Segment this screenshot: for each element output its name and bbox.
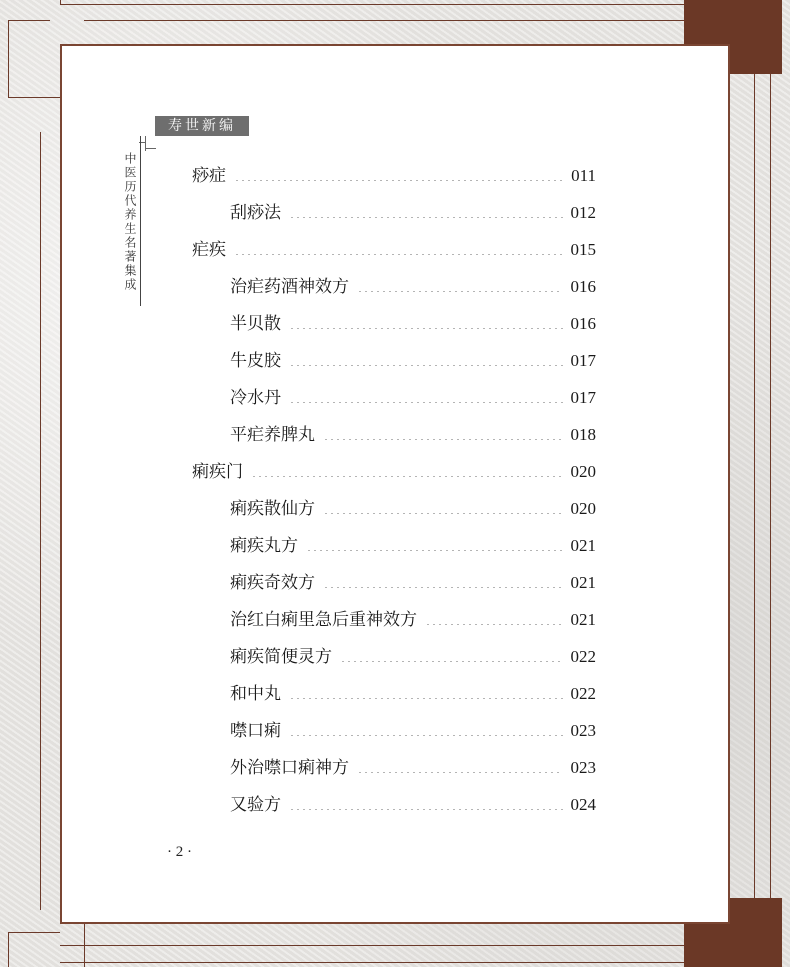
toc-entry-page: 021 bbox=[570, 536, 596, 555]
toc-entry-page: 022 bbox=[570, 647, 596, 666]
toc-leader-dots bbox=[289, 809, 563, 810]
toc-entry-page: 024 bbox=[570, 795, 596, 814]
toc-leader-dots bbox=[357, 772, 563, 773]
toc-leader-dots bbox=[289, 402, 563, 403]
toc-entry[interactable] bbox=[192, 790, 596, 827]
toc-entry[interactable] bbox=[192, 494, 596, 531]
toc-leader-dots bbox=[289, 735, 563, 736]
toc-entry[interactable] bbox=[192, 642, 596, 679]
series-title-ornament bbox=[145, 136, 156, 149]
toc-entry[interactable] bbox=[192, 272, 596, 309]
toc-leader-dots bbox=[340, 661, 563, 662]
toc-entry[interactable] bbox=[192, 716, 596, 753]
frame-line-top2 bbox=[84, 20, 684, 21]
toc-entry-page: 011 bbox=[571, 166, 596, 185]
toc-leader-dots bbox=[289, 698, 563, 699]
toc-leader-dots bbox=[234, 254, 563, 255]
toc-entry[interactable] bbox=[192, 161, 596, 198]
toc-entry-title: 痢疾散仙方 bbox=[230, 499, 315, 519]
toc-entry-page: 023 bbox=[570, 721, 596, 740]
toc-leader-dots bbox=[289, 217, 563, 218]
toc-entry-title: 痢疾奇效方 bbox=[230, 573, 315, 593]
toc-entry-page: 015 bbox=[570, 240, 596, 259]
frame-line-bottom-left-h bbox=[8, 932, 60, 933]
toc-entry[interactable] bbox=[192, 420, 596, 457]
toc-entry-title: 半贝散 bbox=[230, 314, 281, 334]
toc-entry-title: 平疟养脾丸 bbox=[230, 425, 315, 445]
toc-entry-page: 017 bbox=[570, 388, 596, 407]
frame-line-top-left-v bbox=[8, 20, 9, 98]
toc-entry[interactable] bbox=[192, 568, 596, 605]
toc-leader-dots bbox=[323, 439, 563, 440]
toc-entry-page: 016 bbox=[570, 277, 596, 296]
toc-entry-page: 016 bbox=[570, 314, 596, 333]
toc-entry-title: 冷水丹 bbox=[230, 388, 281, 408]
toc-entry[interactable] bbox=[192, 753, 596, 790]
toc-leader-dots bbox=[234, 180, 563, 181]
frame-line-right-vertical bbox=[754, 74, 755, 898]
toc-entry-title: 痢疾丸方 bbox=[230, 536, 298, 556]
page-number: · 2 · bbox=[167, 844, 192, 860]
toc-entry-title: 痧症 bbox=[192, 166, 226, 186]
frame-line-left-top bbox=[60, 0, 61, 5]
toc-entry[interactable] bbox=[192, 457, 596, 494]
toc-entry-title: 和中丸 bbox=[230, 684, 281, 704]
toc-entry-title: 又验方 bbox=[230, 795, 281, 815]
toc-leader-dots bbox=[289, 328, 563, 329]
toc-entry-page: 021 bbox=[570, 610, 596, 629]
toc-leader-dots bbox=[289, 365, 563, 366]
toc-entry[interactable] bbox=[192, 346, 596, 383]
frame-line-top-left-h2 bbox=[8, 97, 60, 98]
toc-entry[interactable] bbox=[192, 383, 596, 420]
toc-leader-dots bbox=[251, 476, 563, 477]
vertical-book-title: 中医历代养生名著集成 bbox=[123, 152, 137, 292]
toc-entry-title: 刮痧法 bbox=[230, 203, 281, 223]
toc-entry-page: 018 bbox=[570, 425, 596, 444]
toc-entry[interactable] bbox=[192, 679, 596, 716]
frame-line-bottom-left-v2 bbox=[84, 924, 85, 967]
toc-entry-title: 治疟药酒神效方 bbox=[230, 277, 349, 297]
toc-entry-page: 012 bbox=[570, 203, 596, 222]
frame-line-top-left-h bbox=[8, 20, 50, 21]
toc-entry-title: 疟疾 bbox=[192, 240, 226, 260]
toc-leader-dots bbox=[425, 624, 563, 625]
toc-entry-title: 痢疾简便灵方 bbox=[230, 647, 332, 667]
toc-leader-dots bbox=[323, 513, 563, 514]
toc-entry-page: 022 bbox=[570, 684, 596, 703]
toc-leader-dots bbox=[323, 587, 563, 588]
toc-entry-page: 020 bbox=[570, 462, 596, 481]
toc-entry-title: 痢疾门 bbox=[192, 462, 243, 482]
frame-line-bottom bbox=[60, 945, 740, 946]
toc-entry[interactable] bbox=[192, 605, 596, 642]
toc-leader-dots bbox=[357, 291, 563, 292]
frame-line-bottom2 bbox=[60, 962, 740, 963]
frame-line-right-vertical2 bbox=[770, 74, 771, 898]
toc-entry[interactable] bbox=[192, 198, 596, 235]
toc-entry-title: 治红白痢里急后重神效方 bbox=[230, 610, 417, 630]
table-of-contents bbox=[192, 161, 596, 827]
toc-entry-title: 外治噤口痢神方 bbox=[230, 758, 349, 778]
toc-entry-title: 牛皮胶 bbox=[230, 351, 281, 371]
toc-entry-page: 021 bbox=[570, 573, 596, 592]
toc-entry-page: 023 bbox=[570, 758, 596, 777]
toc-leader-dots bbox=[306, 550, 563, 551]
frame-line-top bbox=[60, 4, 740, 5]
page-sheet bbox=[60, 44, 730, 924]
toc-entry[interactable] bbox=[192, 531, 596, 568]
toc-entry[interactable] bbox=[192, 235, 596, 272]
toc-entry-page: 017 bbox=[570, 351, 596, 370]
toc-entry-title: 噤口痢 bbox=[230, 721, 281, 741]
vertical-rule bbox=[140, 136, 141, 306]
series-title: 寿世新编 bbox=[155, 116, 249, 136]
toc-entry[interactable] bbox=[192, 309, 596, 346]
toc-entry-page: 020 bbox=[570, 499, 596, 518]
frame-line-left-vertical bbox=[40, 132, 41, 910]
frame-line-bottom-left-v bbox=[8, 932, 9, 967]
